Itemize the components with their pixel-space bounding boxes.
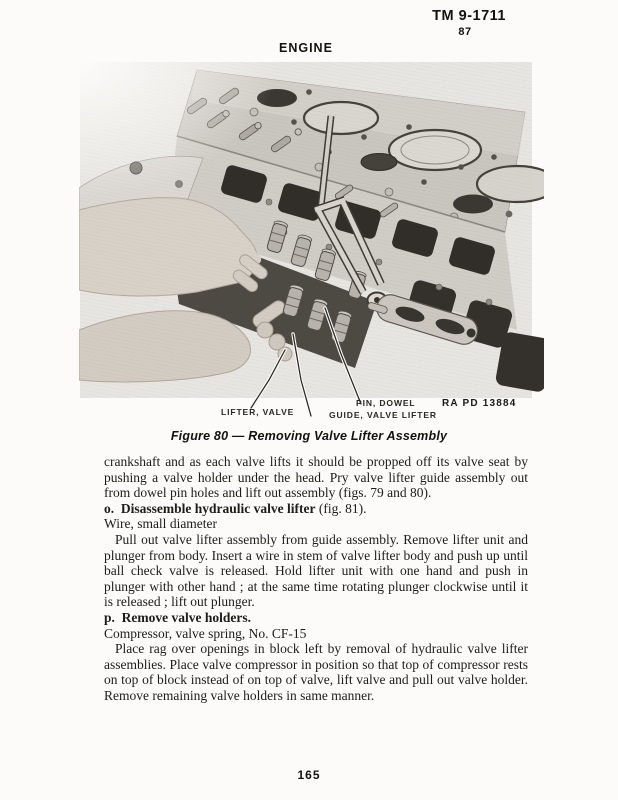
document-number-block <box>424 9 506 39</box>
section-title: ENGINE <box>279 41 333 55</box>
section-p-paragraph: Place rag over openings in block left by removal of hydraulic valve lifter assemblies. Place valve compressor in position so that top of compressor rests on top of block instead of on top of valve, lift valve and pull out valve holder. Remove remaining valve holders in same manner. <box>104 641 528 703</box>
section-o-title-suffix: (fig. 81). <box>318 500 367 516</box>
figure-photo <box>79 62 544 422</box>
paragraph-intro: crankshaft and as each valve lifts it should be propped off its valve seat by pushing a valve holder under the head. Pry valve lifter guide assembly out from dowel pin holes and lift out assembly (figs. 79 and 80). <box>104 454 528 501</box>
photo-credit: RA PD 13884 <box>442 398 517 409</box>
page-number: 165 <box>297 768 321 782</box>
section-o-letter: o. <box>104 500 115 516</box>
section-p-tool: Compressor, valve spring, No. CF-15 <box>104 625 307 641</box>
section-o-tool: Wire, small diameter <box>104 516 218 532</box>
section-p-title: Remove valve holders. <box>121 609 251 625</box>
section-p-heading <box>104 610 528 626</box>
section-p-letter: p. <box>104 609 115 625</box>
document-number: TM 9-1711 <box>432 8 506 24</box>
label-guide-valve-lifter: GUIDE, VALVE LIFTER <box>329 410 437 420</box>
figure-caption: Figure 80 — Removing Valve Lifter Assembly <box>170 429 448 443</box>
section-o-paragraph: Pull out valve lifter assembly from guide assembly. Remove lifter unit and plunger from body. Insert a wire in stem of valve lifter body and push up until ball check valve is released. Hold lifter unit with one hand and push in plunger with other hand ; at the same time rotating plunger clockwise until it is released ; lift out plunger. <box>104 531 528 610</box>
section-o-heading <box>104 501 528 517</box>
body-text-column <box>104 454 528 704</box>
document-page-ref: 87 <box>458 26 472 38</box>
label-lifter-valve: LIFTER, VALVE <box>221 407 295 417</box>
section-o-title: Disassemble hydraulic valve lifter <box>120 500 316 516</box>
label-pin-dowel: PIN, DOWEL <box>356 398 416 408</box>
